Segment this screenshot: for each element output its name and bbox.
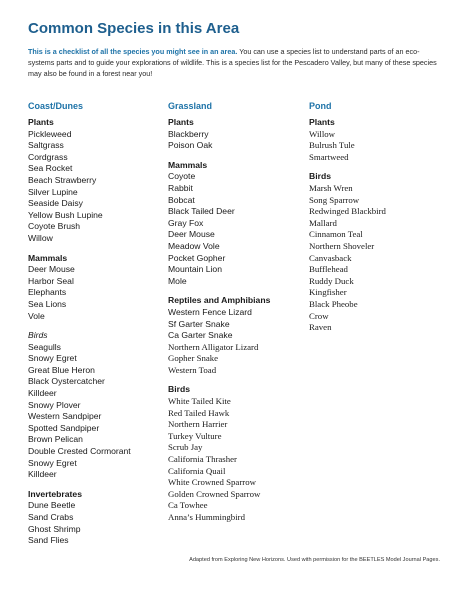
species-group xyxy=(309,117,449,163)
species-item: Snowy Egret xyxy=(28,457,77,468)
species-item: Song Sparrow xyxy=(309,194,360,205)
species-item: Cordgrass xyxy=(28,151,68,162)
species-group xyxy=(168,117,304,152)
page-title: Common Species in this Area xyxy=(28,20,240,37)
species-item: Turkey Vulture xyxy=(168,430,222,441)
species-item: California Quail xyxy=(168,465,226,476)
species-item: Smartweed xyxy=(309,151,349,162)
species-item: Mole xyxy=(168,275,187,286)
column-coast-dunes xyxy=(28,101,164,547)
species-item: Western Sandpiper xyxy=(28,411,102,422)
group-title: Plants xyxy=(168,117,194,127)
intro-paragraph xyxy=(28,46,440,80)
species-item: Spotted Sandpiper xyxy=(28,422,100,433)
species-item: Crow xyxy=(309,310,329,321)
species-item: Double Crested Cormorant xyxy=(28,446,131,457)
species-item: Sand Crabs xyxy=(28,512,74,522)
species-item: White Tailed Kite xyxy=(168,396,231,407)
species-item: Saltgrass xyxy=(28,140,64,151)
species-item: Poison Oak xyxy=(168,140,213,151)
species-item: Willow xyxy=(28,232,53,243)
species-item: Silver Lupine xyxy=(28,186,78,197)
species-item: Sand Flies xyxy=(28,535,69,546)
species-item: Snowy Egret xyxy=(28,353,77,364)
species-item: Great Blue Heron xyxy=(28,364,95,375)
species-group xyxy=(28,489,164,547)
species-item: Anna’s Hummingbird xyxy=(168,512,245,522)
species-item: Bufflehead xyxy=(309,264,348,275)
species-item: Vole xyxy=(28,310,45,321)
species-item: Raven xyxy=(309,322,332,333)
species-item: Gopher Snake xyxy=(168,353,219,364)
group-title: Birds xyxy=(28,330,48,341)
species-item: Black Oystercatcher xyxy=(28,376,105,387)
species-item: Deer Mouse xyxy=(168,229,215,240)
species-item: Northern Shoveler xyxy=(309,240,375,251)
species-item: Bobcat xyxy=(168,194,195,205)
species-item: Pocket Gopher xyxy=(168,252,226,263)
group-title: Mammals xyxy=(28,252,68,263)
species-item: Redwinged Blackbird xyxy=(309,206,386,217)
species-item: Killdeer xyxy=(28,469,57,480)
intro-body: You can use a species list to understand parts of an eco-systems parts and to guide your explorations of wildlife. This is a species list for the Pescadero Valley, but many of these species may also be found in a forest near you! xyxy=(28,47,437,79)
species-item: Seagulls xyxy=(28,341,61,352)
species-item: Brown Pelican xyxy=(28,434,83,445)
species-group xyxy=(168,295,304,376)
column-pond xyxy=(309,101,449,334)
species-item: Scrub Jay xyxy=(168,442,203,453)
group-title: Birds xyxy=(309,171,331,182)
species-item: Sea Lions xyxy=(28,298,67,309)
species-item: Sf Garter Snake xyxy=(168,318,230,329)
species-item: Marsh Wren xyxy=(309,182,353,193)
species-item: Black Pheobe xyxy=(309,298,358,309)
column-heading: Pond xyxy=(309,101,332,111)
species-group xyxy=(168,384,304,523)
species-item: White Crowned Sparrow xyxy=(168,477,256,488)
species-item: Mallard xyxy=(309,217,337,228)
species-item: Canvasback xyxy=(309,252,352,263)
species-group xyxy=(28,253,164,323)
species-item: Bulrush Tule xyxy=(309,140,355,151)
species-item: Kingfisher xyxy=(309,287,347,298)
species-item: Gray Fox xyxy=(168,217,204,228)
species-item: Rabbit xyxy=(168,182,193,193)
species-item: Red Tailed Hawk xyxy=(168,407,230,418)
species-item: Golden Crowned Sparrow xyxy=(168,488,261,499)
species-item: Coyote Brush xyxy=(28,221,81,232)
group-title: Plants xyxy=(309,117,335,127)
species-item: Northern Harrier xyxy=(168,419,228,430)
species-group xyxy=(28,330,164,481)
species-item: Ghost Shrimp xyxy=(28,523,81,534)
column-heading: Coast/Dunes xyxy=(28,101,84,111)
group-title: Plants xyxy=(28,117,54,127)
species-item: Western Toad xyxy=(168,364,217,375)
species-group xyxy=(309,171,449,333)
species-item: Elephants xyxy=(28,287,67,298)
intro-lead: This is a checklist of all the species you might see in an area. xyxy=(28,47,238,56)
species-item: Willow xyxy=(309,128,336,139)
species-item: Seaside Daisy xyxy=(28,198,83,209)
species-group xyxy=(168,160,304,288)
species-item: Coyote xyxy=(168,171,196,182)
species-item: Beach Strawberry xyxy=(28,174,97,185)
species-item: Pickleweed xyxy=(28,128,72,139)
species-item: Blackberry xyxy=(168,128,209,139)
species-item: California Thrasher xyxy=(168,454,237,465)
species-item: Killdeer xyxy=(28,388,57,399)
species-group xyxy=(28,117,164,245)
group-title: Birds xyxy=(168,384,190,395)
species-item: Mountain Lion xyxy=(168,264,222,275)
species-item: Northern Alligator Lizard xyxy=(168,341,259,352)
group-title: Invertebrates xyxy=(28,488,82,499)
group-title: Mammals xyxy=(168,159,208,170)
species-item: Deer Mouse xyxy=(28,264,75,275)
species-item: Western Fence Lizard xyxy=(168,306,252,317)
column-heading: Grassland xyxy=(168,101,213,111)
species-item: Harbor Seal xyxy=(28,275,74,286)
species-item: Meadow Vole xyxy=(168,240,220,251)
species-item: Ca Towhee xyxy=(168,500,208,511)
column-grassland xyxy=(168,101,304,524)
group-title: Reptiles and Amphibians xyxy=(168,295,271,306)
species-item: Yellow Bush Lupine xyxy=(28,209,103,220)
species-item: Black Tailed Deer xyxy=(168,206,235,217)
species-item: Ruddy Duck xyxy=(309,275,354,286)
species-item: Snowy Plover xyxy=(28,399,81,410)
attribution-footer: Adapted from Exploring New Horizons. Used with permission for the BEETLES Model Journal Pages. xyxy=(189,557,440,563)
species-item: Cinnamon Teal xyxy=(309,229,363,240)
species-item: Ca Garter Snake xyxy=(168,330,233,341)
species-item: Sea Rocket xyxy=(28,163,73,174)
species-item: Dune Beetle xyxy=(28,500,76,511)
